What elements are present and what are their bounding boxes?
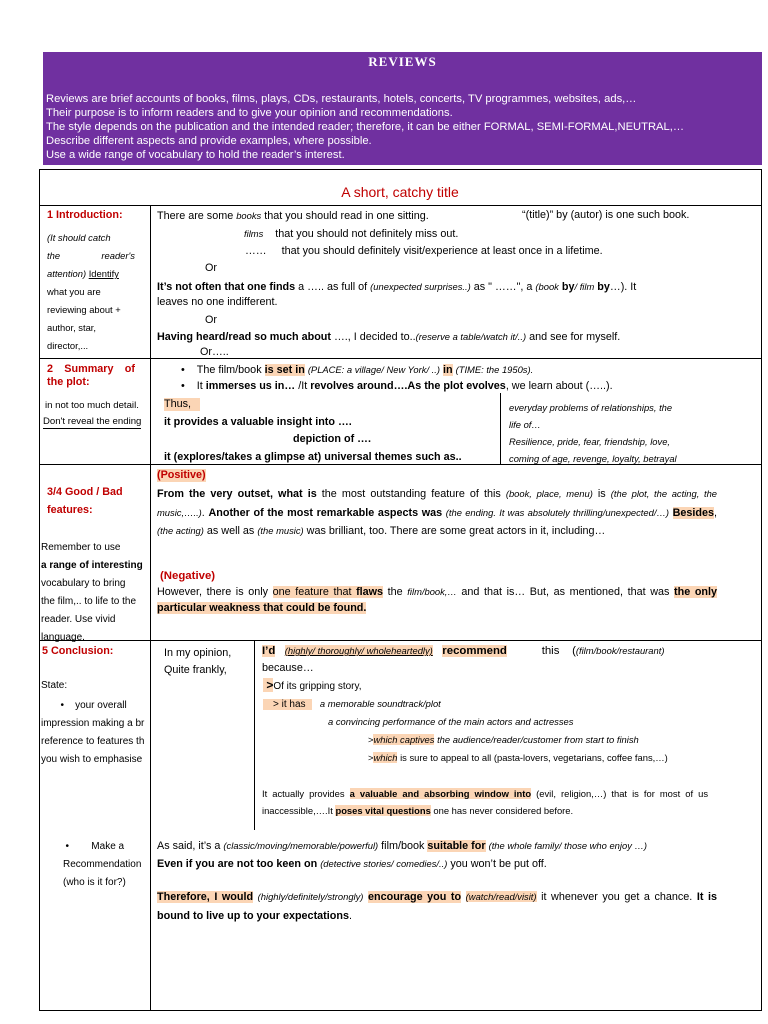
reason-line: a convincing performance of the main actors and actresses bbox=[328, 716, 574, 727]
intro-heading: 1 Introduction: bbox=[47, 209, 123, 221]
therefore-text: Therefore, I would (highly/definitely/strongly) encourage you to (watch/read/visit) it whenever you get a chance. It is bound to live up to your expectations. bbox=[157, 891, 718, 922]
intro-line: It’s not often that one finds a ….. as full of (unexpected surprises..) as " ……", a (book by/ film by…). It bbox=[157, 281, 637, 293]
conclusion-note: • your overall impression making a br reference to features th you wish to emphasise bbox=[41, 700, 145, 765]
features-heading: features: bbox=[47, 504, 93, 516]
reason-line: >Of its gripping story, bbox=[263, 678, 362, 692]
summary-heading: 2 Summary of the plot: bbox=[47, 363, 135, 388]
intro-or: Or….. bbox=[200, 346, 229, 358]
review-title: A short, catchy title bbox=[341, 184, 459, 200]
summary-note: Don't reveal the ending bbox=[43, 416, 142, 427]
summary-bullet: • It immerses us in… /It revolves around….As the plot evolves, we learn about (…..). bbox=[181, 380, 613, 392]
conclusion-heading: 5 Conclusion: bbox=[42, 645, 114, 657]
intro-line: There are some books that you should read in one sitting. bbox=[157, 210, 429, 222]
features-heading: 3/4 Good / Bad bbox=[47, 486, 123, 498]
header-line: Their purpose is to inform readers and to give your opinion and recommendations. bbox=[46, 107, 453, 119]
recommend-because: because… bbox=[262, 662, 314, 674]
reason-line: >which is sure to appeal to all (pasta-lovers, vegetarians, coffee fans,…) bbox=[368, 752, 668, 763]
intro-note: (It should catch the reader's attention) Identify what you are reviewing about + author, star, director,... bbox=[47, 232, 135, 351]
intro-line: “(title)” by (autor) is one such book. bbox=[522, 209, 690, 221]
reason-line: >which captives the audience/reader/customer from start to finish bbox=[368, 734, 639, 745]
intro-line: …… that you should definitely visit/experience at least once in a lifetime. bbox=[245, 245, 603, 257]
features-note: Remember to use a range of interesting vocabulary to bring the film,.. to life to the reader. Use vivid language. bbox=[41, 542, 143, 643]
summary-note: in not too much detail. bbox=[45, 400, 139, 411]
intro-line: leaves no one indifferent. bbox=[157, 296, 278, 308]
negative-text: However, there is only one feature that flaws the film/book,… and that is… But, as mentioned, that was the only particular weakness that could be found. bbox=[157, 586, 718, 614]
header-line: The style depends on the publication and the intended reader; therefore, it can be either FORMAL, SEMI-FORMAL,NEUTRAL,… bbox=[46, 121, 685, 133]
header-title: REVIEWS bbox=[368, 54, 437, 69]
positive-text: From the very outset, what is the most outstanding feature of this (book, place, menu) is (the plot, the acting, the music,…..). Another of the most remarkable aspects was (the ending. It was absolutely thrilling/unexpected/…) Besides, (the acting) as well as (the music) was brilliant, too. There are some great actors in it, including… bbox=[157, 488, 718, 537]
reviews-header bbox=[43, 52, 762, 165]
reason-line: > it has a memorable soundtrack/plot bbox=[263, 697, 441, 711]
intro-or: Or bbox=[205, 314, 217, 326]
summary-phrase: depiction of …. bbox=[293, 433, 371, 445]
intro-line: films that you should not definitely miss out. bbox=[244, 228, 459, 240]
summary-themes: everyday problems of relationships, the life of… Resilience, pride, fear, friendship, love, coming of age, revenge, loyalty, betrayal bbox=[509, 402, 677, 464]
intro-or: Or bbox=[205, 262, 217, 274]
conclusion-state: State: bbox=[41, 680, 68, 691]
positive-label: (Positive) bbox=[157, 469, 206, 481]
intro-line: Having heard/read so much about …., I decided to..(reserve a table/watch it/..) and see for myself. bbox=[157, 331, 621, 343]
summary-phrase: it provides a valuable insight into …. bbox=[164, 416, 352, 428]
negative-label: (Negative) bbox=[160, 570, 216, 582]
header-line: Use a wide range of vocabulary to hold the reader’s interest. bbox=[46, 149, 345, 161]
make-recommendation-note: • Make a Recommendation (who is it for?) bbox=[60, 841, 142, 888]
summary-bullet: • The film/book is set in (PLACE: a village/ New York/ ..) in (TIME: the 1950s). bbox=[181, 364, 534, 376]
provides-text: It actually provides a valuable and absorbing window into (evil, religion,…) that is for most of us inaccessible,….It poses vital questions one has never considered before. bbox=[262, 788, 709, 816]
summary-phrase: it (explores/takes a glimpse at) universal themes such as.. bbox=[164, 451, 462, 463]
header-line: Describe different aspects and provide examples, where possible. bbox=[46, 135, 372, 147]
header-line: Reviews are brief accounts of books, films, plays, CDs, restaurants, hotels, concerts, TV programmes, websites, ads,… bbox=[46, 93, 637, 105]
as-said-text: As said, it’s a (classic/moving/memorable/powerful) film/book suitable for (the whole family/ those who enjoy …) Even if you are not too keen on (detective stories/ comedies/..) you won’t be put off. bbox=[157, 840, 647, 870]
recommend-line: I’d (highly/ thoroughly/ wholeheartedly) recommend this ((film/book/restaurant) bbox=[262, 645, 665, 657]
summary-thus: Thus, bbox=[164, 398, 200, 411]
opinion-phrases: In my opinion, Quite frankly, bbox=[164, 647, 232, 676]
